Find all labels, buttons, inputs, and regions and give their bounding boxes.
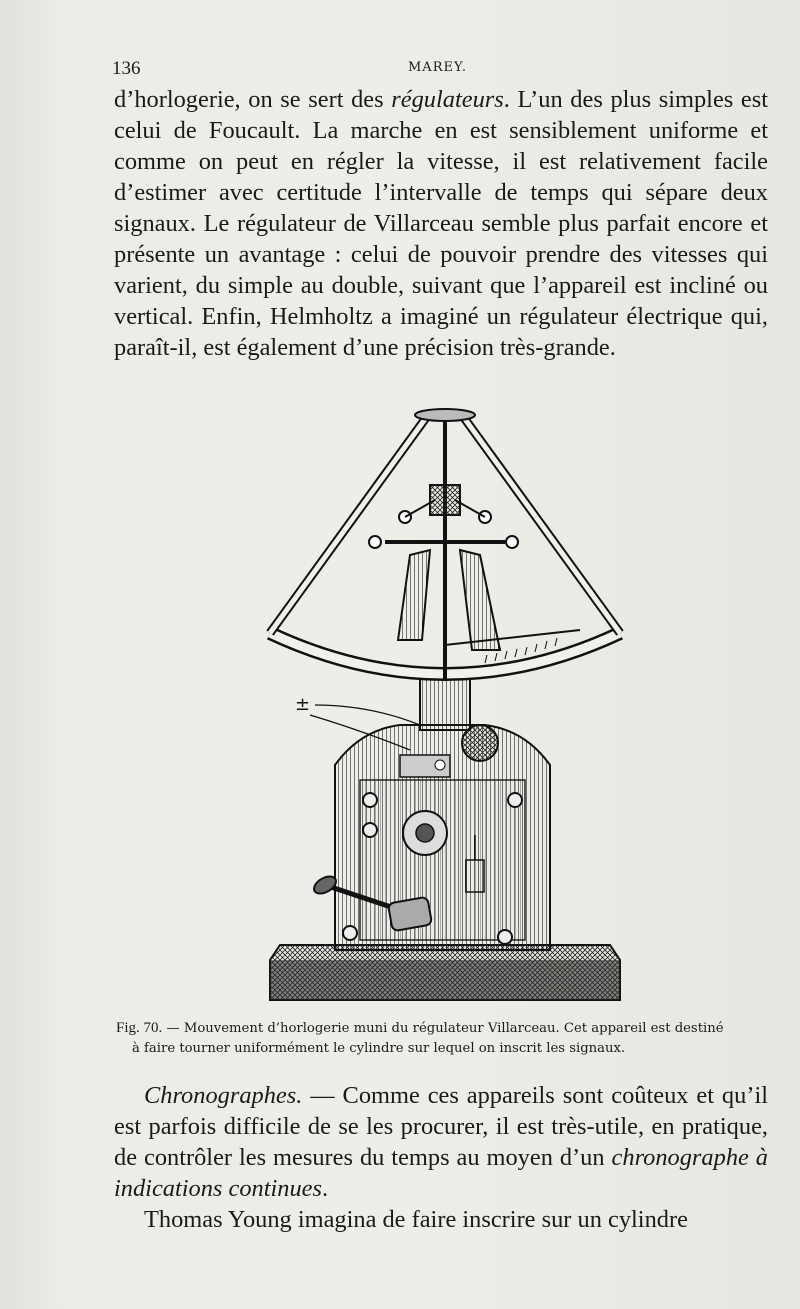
text-run: . L’un des plus simples est celui de Foucault. La marche en est sensiblement uniforme et comme on peut en régler la vitesse, il est relativement facile d’estimer avec certitude l’intervalle de temps qui sépare deux signaux. Le régulateur de Villarceau semble plus parfait encore et présente un avantage : celui de pouvoir prendre des vitesses qui varient, du simple au double, suivant que l’appareil est incliné ou vertical. Enfin, Helmholtz a imaginé un régulateur électrique qui, paraît-il, est également d’une précision très-grande. [114, 86, 768, 361]
caption-line-2: à faire tourner uniformément le cylindre sur lequel on inscrit les signaux. [132, 1041, 626, 1056]
term-chronographe: chronographe à indications continues [114, 1144, 769, 1202]
terminal-mark: ± [295, 694, 311, 715]
support-column [420, 675, 470, 730]
paragraph-chronographs [114, 1080, 768, 1235]
text-run: . [321, 1175, 329, 1202]
engraving-illustration [250, 405, 635, 1010]
running-head [112, 58, 760, 80]
text-run: — Comme ces appareils sont coûteux et qu’il est parfois difficile de se les procurer, il est très-utile, en pratique, de contrôler les mesures du temps au moyen d’un [114, 1082, 768, 1171]
paragraph-young: Thomas Young imagina de faire inscrire sur un cylindre [144, 1206, 688, 1233]
page-number: 136 [112, 58, 141, 79]
caption-line-1: — Mouvement d’horlogerie muni du régulateur Villarceau. Cet appareil est destiné [162, 1021, 724, 1036]
figure-caption [116, 1018, 768, 1059]
text-run: d’horlogerie, on se sert des [114, 86, 392, 113]
section-heading-chronographes: Chronographes. [144, 1082, 303, 1109]
running-title: MAREY. [408, 60, 468, 75]
figure-villarceau-regulator [250, 405, 635, 1010]
paragraph-regulators [114, 84, 768, 363]
figure-label: Fig. 70. [116, 1020, 163, 1036]
term-regulateurs: régulateurs [391, 86, 504, 113]
